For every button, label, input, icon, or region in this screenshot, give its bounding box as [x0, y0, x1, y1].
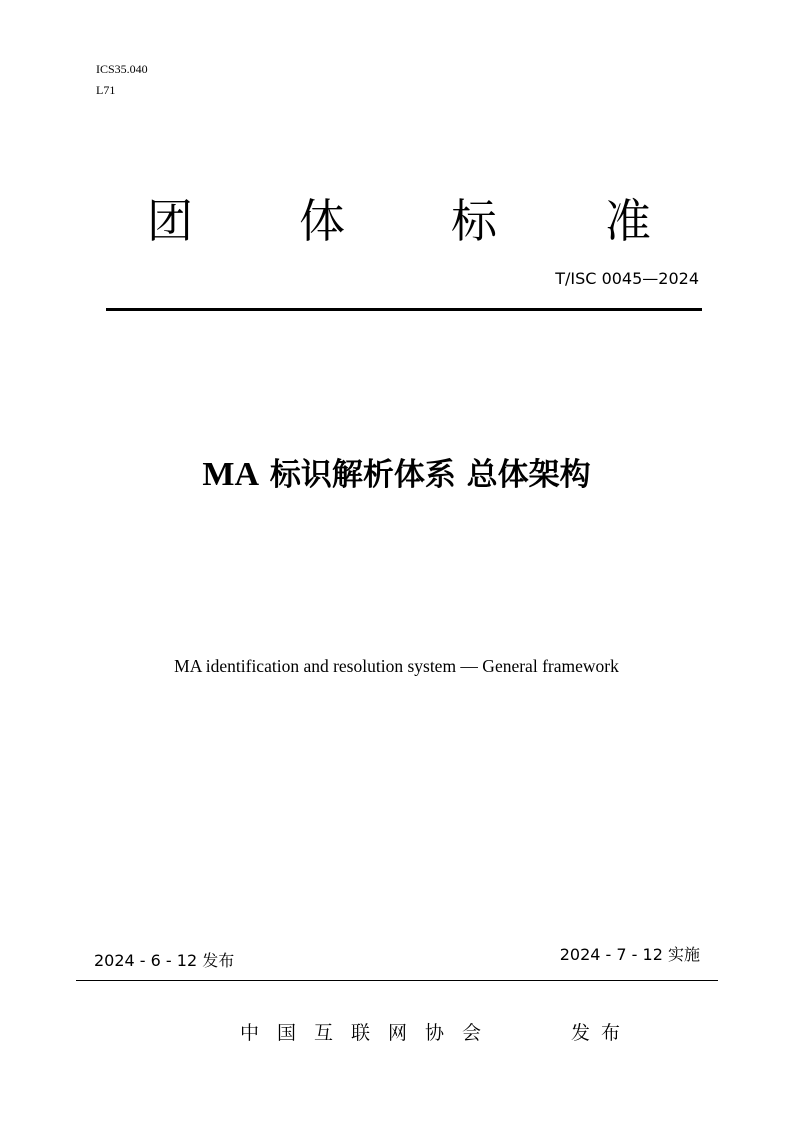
title-chinese-prefix: MA [202, 456, 260, 493]
ccs-code: L71 [96, 83, 116, 97]
issue-date: 2024 - 6 - 12 发布 [94, 951, 235, 970]
standard-type-char: 标 [451, 194, 497, 248]
standard-type-char: 团 [147, 194, 193, 248]
publisher-name: 中国互联网协会 [240, 1022, 500, 1044]
standard-type-char: 体 [299, 194, 345, 248]
title-chinese-main: 标识解析体系 总体架构 [259, 457, 591, 493]
title-english: MA identification and resolution system — General framework [174, 656, 619, 676]
publisher-suffix: 发布 [571, 1022, 632, 1044]
title-chinese [0, 452, 793, 498]
standard-number: T/ISC 0045—2024 [555, 269, 699, 288]
ics-code: ICS35.040 [96, 62, 148, 76]
standard-type-heading [0, 190, 793, 252]
header-rule [106, 308, 702, 311]
implementation-date: 2024 - 7 - 12 实施 [559, 945, 700, 964]
standard-type-char: 准 [605, 194, 651, 248]
footer-rule [76, 980, 718, 981]
